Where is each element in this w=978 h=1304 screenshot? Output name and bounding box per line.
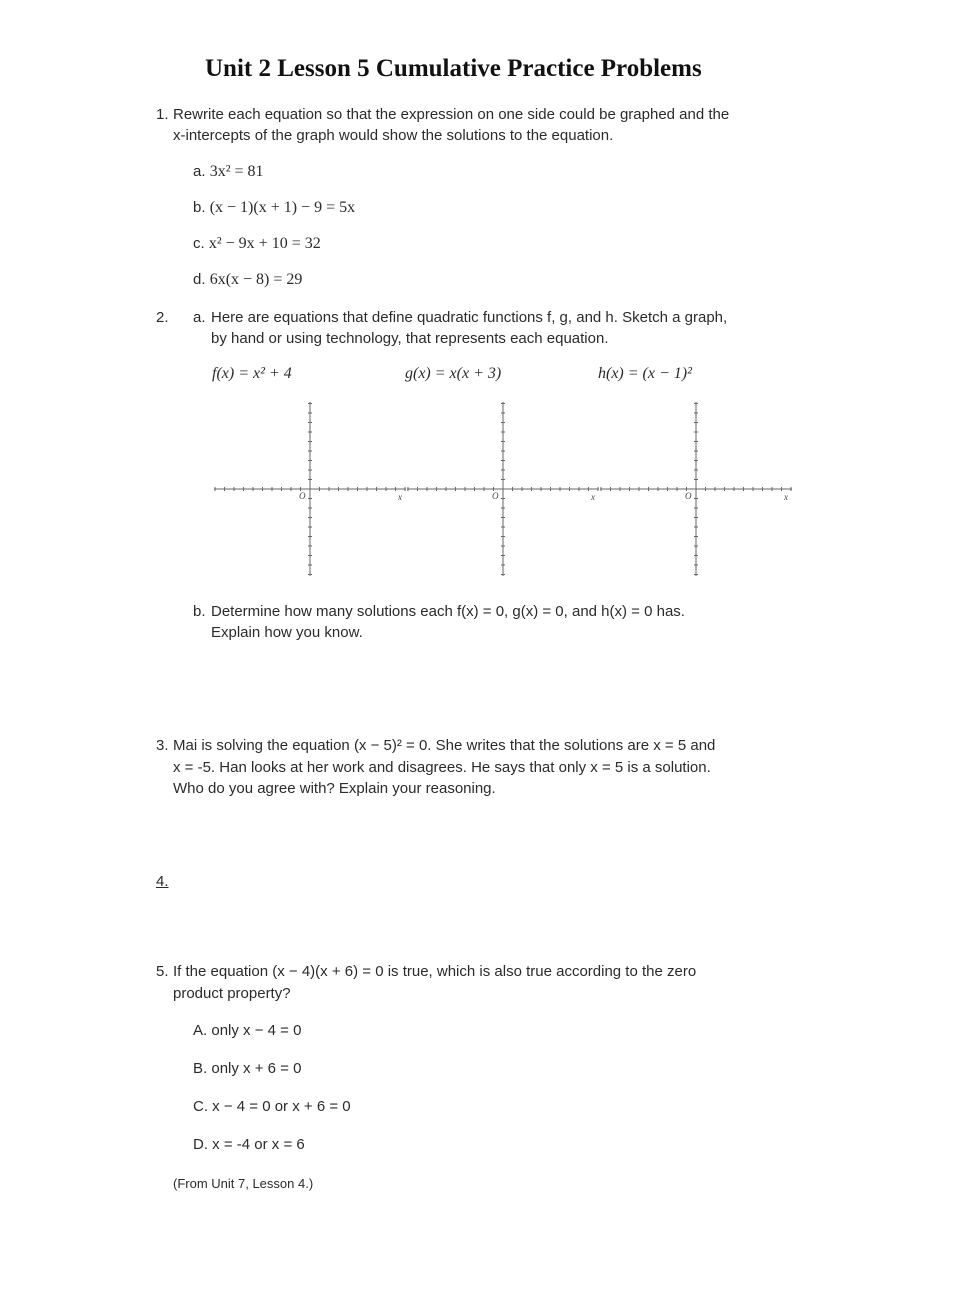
x-axis-label: x <box>398 492 402 502</box>
q1-part-c <box>193 235 321 253</box>
q3-line2: x = -5. Han looks at her work and disagrees. He says that only x = 5 is a solution. <box>173 759 711 776</box>
q1-part-a <box>193 163 264 181</box>
q2-part-b-line1: Determine how many solutions each f(x) = 0, g(x) = 0, and h(x) = 0 has. <box>211 603 685 620</box>
q1-part-b <box>193 199 355 217</box>
q2-number: 2. <box>156 309 169 326</box>
q5-option-a[interactable] <box>193 1022 301 1039</box>
q5-number: 5. <box>156 963 169 980</box>
q5-option-b[interactable] <box>193 1060 301 1077</box>
axes-group <box>214 402 406 576</box>
option-label: B. <box>193 1060 208 1077</box>
q2-part-a-line1: Here are equations that define quadratic functions f, g, and h. Sketch a graph, <box>211 309 728 326</box>
option-text: only x − 4 = 0 <box>211 1022 302 1039</box>
option-label: A. <box>193 1022 208 1039</box>
x-axis-label: x <box>784 492 788 502</box>
q3-line1: Mai is solving the equation (x − 5)² = 0. She writes that the solutions are x = 5 and <box>173 737 716 754</box>
q1-part-equation: 3x² = 81 <box>209 163 264 180</box>
q1-part-label: b. <box>193 199 206 216</box>
q5-option-d[interactable] <box>193 1136 305 1153</box>
q5-source-note: (From Unit 7, Lesson 4.) <box>173 1176 314 1191</box>
option-label: D. <box>193 1136 208 1153</box>
function-h: h(x) = (x − 1)² <box>598 365 692 382</box>
q2-part-a-line2: by hand or using technology, that represents each equation. <box>211 330 609 347</box>
axes-group <box>407 402 599 576</box>
blank-axes-h[interactable] <box>596 398 796 580</box>
q2-part-a-label: a. <box>193 309 206 326</box>
q1-part-d <box>193 271 302 289</box>
origin-label: O <box>492 491 499 501</box>
q1-number: 1. <box>156 106 169 123</box>
option-label: C. <box>193 1098 208 1115</box>
q1-prompt-line2: x-intercepts of the graph would show the solutions to the equation. <box>173 127 614 144</box>
page-title: Unit 2 Lesson 5 Cumulative Practice Problems <box>205 55 702 82</box>
option-text: x = -4 or x = 6 <box>212 1136 305 1153</box>
q1-part-equation: x² − 9x + 10 = 32 <box>208 235 321 252</box>
q5-option-c[interactable] <box>193 1098 351 1115</box>
q3-number: 3. <box>156 737 169 754</box>
q1-part-label: c. <box>193 235 205 252</box>
function-f: f(x) = x² + 4 <box>212 365 292 382</box>
x-axis-label: x <box>591 492 595 502</box>
q5-line2: product property? <box>173 985 291 1002</box>
q2-part-b-line2: Explain how you know. <box>211 624 363 641</box>
q1-part-equation: (x − 1)(x + 1) − 9 = 5x <box>209 199 356 216</box>
q5-line1: If the equation (x − 4)(x + 6) = 0 is true, which is also true according to the zero <box>173 963 697 980</box>
blank-axes-f[interactable] <box>210 398 410 580</box>
q1-part-label: a. <box>193 163 206 180</box>
blank-axes-g[interactable] <box>403 398 603 580</box>
q2-part-b-label: b. <box>193 603 206 620</box>
q1-part-label: d. <box>193 271 206 288</box>
origin-label: O <box>685 491 692 501</box>
q3-line3: Who do you agree with? Explain your reasoning. <box>173 780 496 797</box>
option-text: x − 4 = 0 or x + 6 = 0 <box>212 1098 351 1115</box>
option-text: only x + 6 = 0 <box>211 1060 302 1077</box>
function-g: g(x) = x(x + 3) <box>405 365 502 382</box>
axes-group <box>600 402 792 576</box>
q4-number: 4. <box>156 873 169 890</box>
q1-prompt-line1: Rewrite each equation so that the expression on one side could be graphed and the <box>173 106 730 123</box>
q1-part-equation: 6x(x − 8) = 29 <box>209 271 303 288</box>
origin-label: O <box>299 491 306 501</box>
